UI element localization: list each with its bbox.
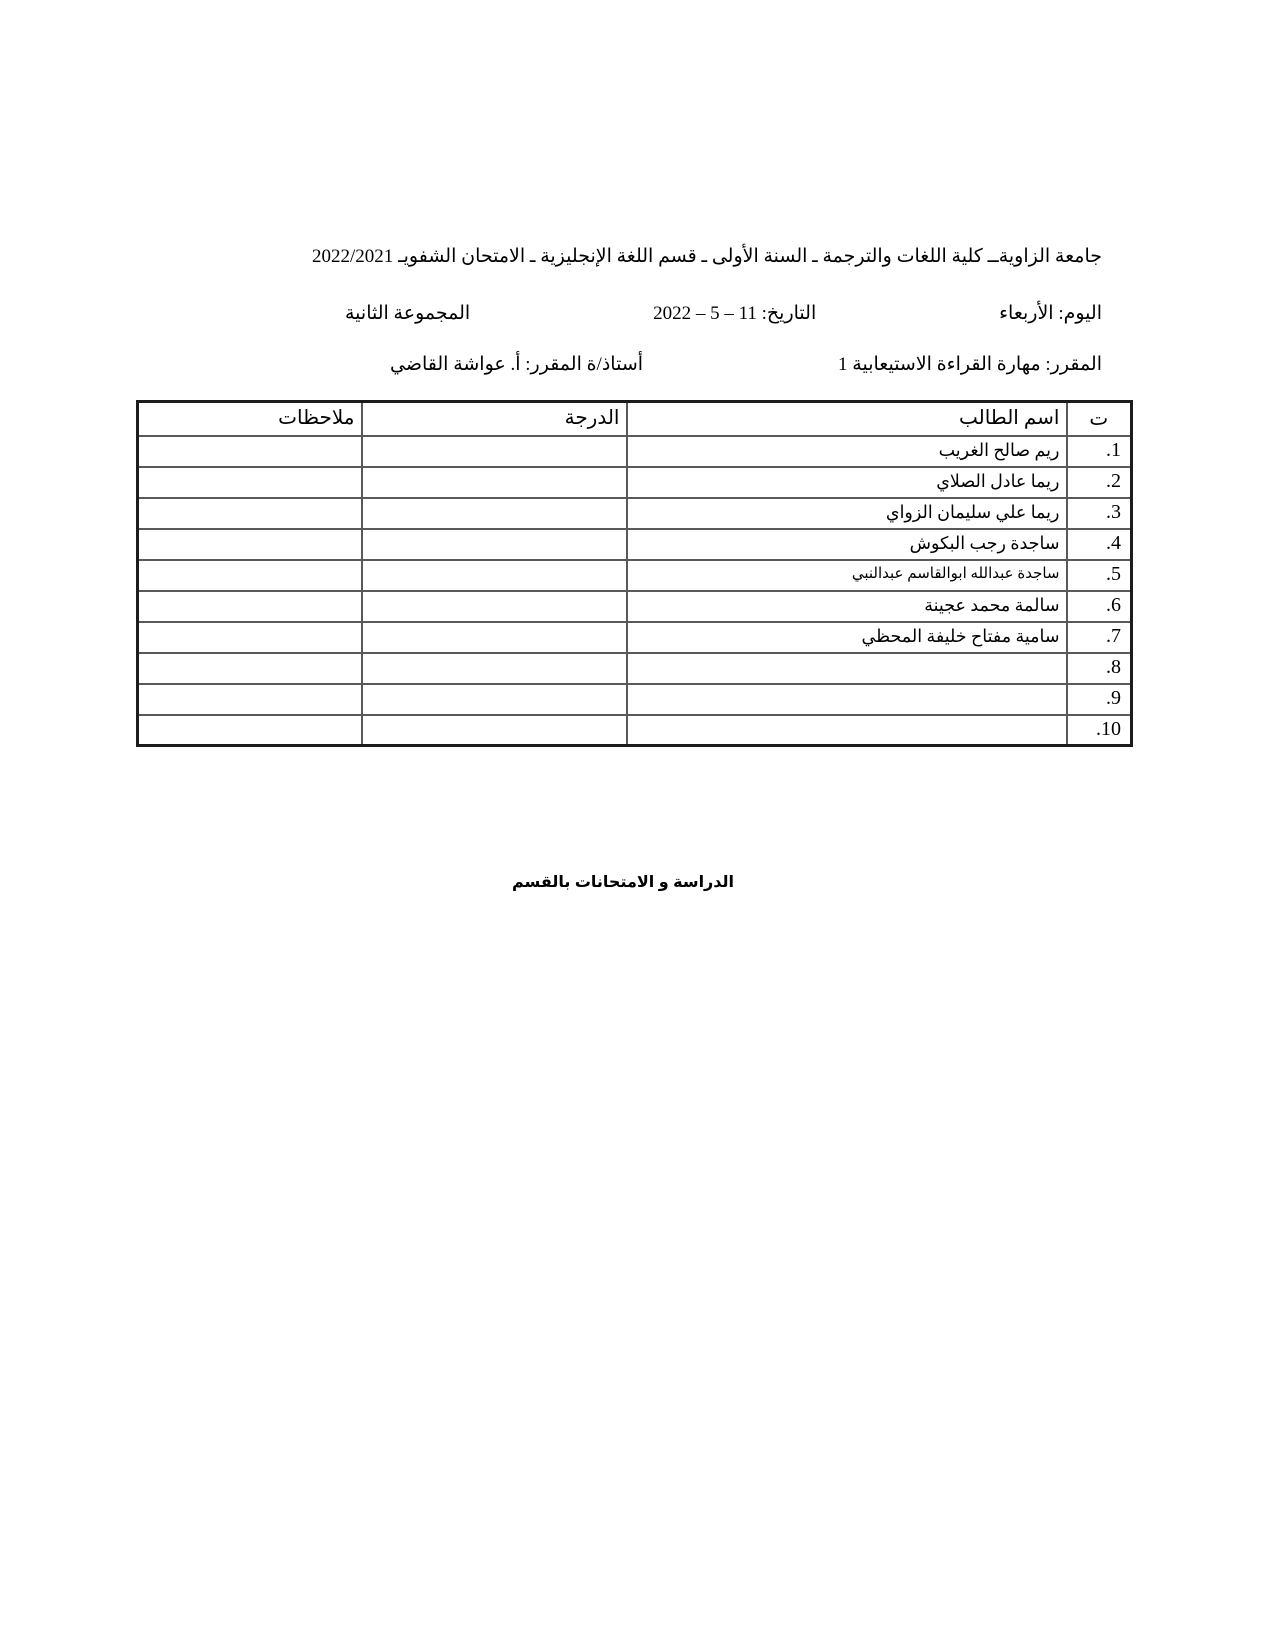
meta-line-day-date-group bbox=[345, 301, 1102, 327]
student-name-cell bbox=[627, 715, 1067, 746]
notes-cell bbox=[138, 498, 362, 529]
table-row bbox=[138, 467, 1132, 498]
notes-cell bbox=[138, 653, 362, 684]
col-header-grade: الدرجة bbox=[362, 402, 627, 436]
document-title: جامعة الزاويةــ كلية اللغات والترجمة ـ السنة الأولى ـ قسم اللغة الإنجليزية ـ الامتحان الشفويـ 2022/2021 bbox=[312, 246, 1102, 267]
student-name-cell bbox=[627, 653, 1067, 684]
index-cell: 7. bbox=[1067, 622, 1132, 653]
table-row bbox=[138, 684, 1132, 715]
index-cell: 1. bbox=[1067, 436, 1132, 467]
course-text: المقرر: مهارة القراءة الاستيعابية 1 bbox=[838, 354, 1102, 375]
notes-cell bbox=[138, 467, 362, 498]
student-name-cell bbox=[627, 684, 1067, 715]
notes-cell bbox=[138, 591, 362, 622]
index-cell: 8. bbox=[1067, 653, 1132, 684]
grade-cell bbox=[362, 436, 627, 467]
grade-cell bbox=[362, 498, 627, 529]
col-header-index: ت bbox=[1067, 402, 1132, 436]
table-row bbox=[138, 653, 1132, 684]
grade-cell bbox=[362, 591, 627, 622]
grade-cell bbox=[362, 653, 627, 684]
index-cell: 6. bbox=[1067, 591, 1132, 622]
table-row bbox=[138, 715, 1132, 746]
student-name-cell: ساجدة رجب البكوش bbox=[627, 529, 1067, 560]
notes-cell bbox=[138, 715, 362, 746]
table-row bbox=[138, 436, 1132, 467]
day-text: اليوم: الأربعاء bbox=[999, 303, 1102, 324]
col-header-notes: ملاحظات bbox=[138, 402, 362, 436]
date-text: التاريخ: 11 – 5 – 2022 bbox=[653, 303, 817, 324]
notes-cell bbox=[138, 436, 362, 467]
student-name-cell: ريم صالح الغريب bbox=[627, 436, 1067, 467]
notes-cell bbox=[138, 560, 362, 591]
grade-cell bbox=[362, 684, 627, 715]
notes-cell bbox=[138, 684, 362, 715]
grade-cell bbox=[362, 622, 627, 653]
index-cell: 5. bbox=[1067, 560, 1132, 591]
table-header-row bbox=[138, 402, 1132, 436]
student-name-cell: ساجدة عبدالله ابوالقاسم عبدالنبي bbox=[627, 560, 1067, 591]
table-row bbox=[138, 529, 1132, 560]
department-footer-note: الدراسة و الامتحانات بالقسم bbox=[512, 874, 734, 891]
col-header-student-name: اسم الطالب bbox=[627, 402, 1067, 436]
student-name-cell: سامية مفتاح خليفة المحظي bbox=[627, 622, 1067, 653]
table-row bbox=[138, 498, 1132, 529]
grade-cell bbox=[362, 529, 627, 560]
grade-cell bbox=[362, 715, 627, 746]
student-name-cell: ريما علي سليمان الزواي bbox=[627, 498, 1067, 529]
meta-line-course-instructor bbox=[390, 352, 1102, 378]
instructor-text: أستاذ/ة المقرر: أ. عواشة القاضي bbox=[390, 354, 644, 375]
student-name-cell: سالمة محمد عجينة bbox=[627, 591, 1067, 622]
grade-cell bbox=[362, 467, 627, 498]
student-name-cell: ريما عادل الصلاي bbox=[627, 467, 1067, 498]
group-text: المجموعة الثانية bbox=[345, 303, 471, 324]
table-row bbox=[138, 591, 1132, 622]
index-cell: 3. bbox=[1067, 498, 1132, 529]
notes-cell bbox=[138, 622, 362, 653]
index-cell: 9. bbox=[1067, 684, 1132, 715]
student-roster-table bbox=[136, 400, 1133, 747]
notes-cell bbox=[138, 529, 362, 560]
index-cell: 4. bbox=[1067, 529, 1132, 560]
grade-cell bbox=[362, 560, 627, 591]
table-row bbox=[138, 560, 1132, 591]
index-cell: 2. bbox=[1067, 467, 1132, 498]
table-row bbox=[138, 622, 1132, 653]
index-cell: 10. bbox=[1067, 715, 1132, 746]
